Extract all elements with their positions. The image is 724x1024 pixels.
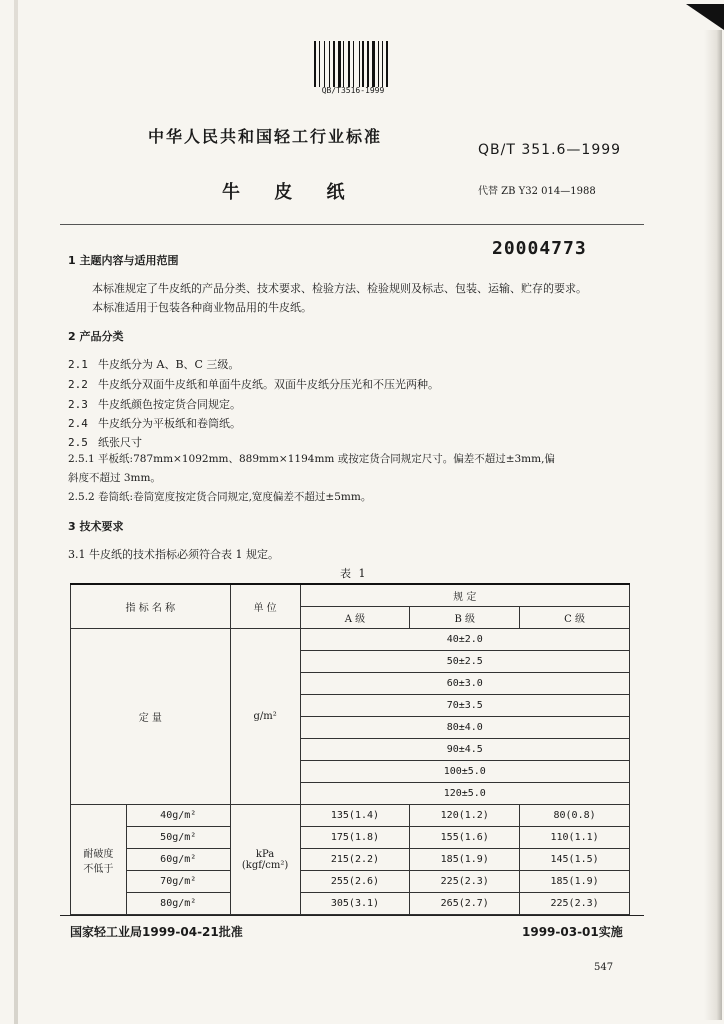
grammage-value: 50±2.5 — [300, 651, 629, 673]
header-grade-c: C 级 — [520, 607, 630, 629]
barcode-bar — [317, 41, 318, 87]
burst-basis: 50g/m² — [126, 827, 230, 849]
barcode-bar — [351, 41, 352, 87]
table-row — [71, 893, 630, 915]
handwritten-number: 20004773 — [492, 238, 587, 259]
header-spec: 规 定 — [300, 584, 629, 607]
table-row — [71, 629, 630, 651]
barcode-bar — [365, 41, 366, 87]
burst-unit-line-1: kPa — [255, 848, 275, 860]
grammage-value: 90±4.5 — [300, 739, 629, 761]
replaces-standard: 代替 ZB Y32 014—1988 — [478, 186, 596, 197]
grammage-unit: g/m² — [230, 629, 300, 805]
burst-grade-a: 215(2.2) — [300, 849, 410, 871]
barcode-bar — [342, 41, 343, 87]
header-divider — [60, 224, 644, 225]
burst-label-line-1: 耐破度 — [83, 848, 114, 860]
barcode-bar — [382, 41, 383, 87]
barcode-bar — [326, 41, 328, 87]
table-row — [71, 805, 630, 827]
burst-basis: 70g/m² — [126, 871, 230, 893]
burst-unit — [230, 805, 300, 915]
grammage-value: 40±2.0 — [300, 629, 629, 651]
clause-2-4: 2.4 牛皮纸分为平板纸和卷筒纸。 — [68, 417, 241, 430]
barcode-bar — [370, 41, 371, 87]
grammage-value: 60±3.0 — [300, 673, 629, 695]
clause-2-5-2: 2.5.2 卷筒纸:卷筒宽度按定货合同规定,宽度偏差不超过±5mm。 — [68, 491, 372, 503]
barcode-bar — [329, 41, 330, 87]
page-number: 547 — [594, 962, 614, 973]
barcode-text: QB/T3516-1999 — [321, 86, 385, 95]
burst-grade-b: 120(1.2) — [410, 805, 520, 827]
clause-2-1: 2.1 牛皮纸分为 A、B、C 三级。 — [68, 358, 240, 371]
table-row — [71, 827, 630, 849]
barcode-bar — [338, 41, 341, 87]
barcode-bar — [361, 41, 362, 87]
burst-grade-c: 185(1.9) — [520, 871, 630, 893]
burst-label — [71, 805, 127, 915]
burst-grade-a: 135(1.4) — [300, 805, 410, 827]
grammage-value: 100±5.0 — [300, 761, 629, 783]
burst-grade-a: 175(1.8) — [300, 827, 410, 849]
scan-edge-left — [14, 0, 18, 1024]
standard-number: QB/T 351.6—1999 — [478, 142, 622, 158]
barcode-bar — [343, 41, 344, 87]
table-caption: 表 1 — [340, 567, 368, 580]
barcode-bar — [376, 41, 377, 87]
burst-grade-c: 110(1.1) — [520, 827, 630, 849]
clause-2-5-1-line-2: 斜度不超过 3mm。 — [68, 472, 161, 484]
clause-2-5-1-line-1: 2.5.1 平板纸:787mm×1092mm、889mm×1194mm 或按定货合同规定尺寸。偏差不超过±3mm,偏 — [68, 453, 555, 465]
section-1-paragraph-2: 本标准适用于包装各种商业物品用的牛皮纸。 — [92, 301, 312, 314]
barcode — [314, 41, 388, 87]
burst-label-line-2: 不低于 — [83, 863, 114, 875]
barcode-bar — [331, 41, 332, 87]
table-row — [71, 849, 630, 871]
clause-2-5: 2.5 纸张尺寸 — [68, 436, 142, 449]
barcode-bar — [333, 41, 335, 87]
burst-basis: 60g/m² — [126, 849, 230, 871]
burst-grade-a: 305(3.1) — [300, 893, 410, 915]
barcode-bar — [314, 41, 316, 87]
header-grade-a: A 级 — [300, 607, 410, 629]
clause-2-3: 2.3 牛皮纸颜色按定货合同规定。 — [68, 398, 241, 411]
grammage-label: 定 量 — [71, 629, 231, 805]
burst-basis: 80g/m² — [126, 893, 230, 915]
section-3-heading: 3 技术要求 — [68, 520, 124, 533]
grammage-value: 70±3.5 — [300, 695, 629, 717]
spec-table — [70, 583, 630, 915]
header-indicator: 指 标 名 称 — [71, 584, 231, 629]
burst-grade-c: 80(0.8) — [520, 805, 630, 827]
burst-basis: 40g/m² — [126, 805, 230, 827]
burst-grade-b: 225(2.3) — [410, 871, 520, 893]
barcode-bar — [367, 41, 369, 87]
barcode-bar — [345, 41, 347, 87]
barcode-bar — [336, 41, 337, 87]
barcode-bar — [362, 41, 364, 87]
barcode-bar — [321, 41, 324, 87]
barcode-bar — [355, 41, 358, 87]
barcode-bar — [380, 41, 382, 87]
grammage-value: 80±4.0 — [300, 717, 629, 739]
burst-grade-c: 225(2.3) — [520, 893, 630, 915]
scan-edge-right — [704, 30, 722, 1020]
clause-3-1: 3.1 牛皮纸的技术指标必须符合表 1 规定。 — [68, 548, 279, 561]
effective-date: 1999-03-01实施 — [522, 925, 623, 939]
barcode-bar — [319, 41, 320, 87]
section-2-heading: 2 产品分类 — [68, 330, 124, 343]
section-1-heading: 1 主题内容与适用范围 — [68, 254, 179, 267]
header-unit: 单 位 — [230, 584, 300, 629]
clause-2-2: 2.2 牛皮纸分双面牛皮纸和单面牛皮纸。双面牛皮纸分压光和不压光两种。 — [68, 378, 439, 391]
barcode-bar — [324, 41, 325, 87]
document-title: 牛 皮 纸 — [222, 182, 359, 203]
barcode-bar — [359, 41, 360, 87]
footer-divider — [60, 915, 644, 916]
corner-fold-mark — [686, 4, 724, 30]
burst-unit-line-2: (kgf/cm²) — [241, 859, 289, 871]
barcode-bar — [348, 41, 350, 87]
approval-line: 国家轻工业局1999-04-21批准 — [70, 925, 243, 939]
barcode-bar — [386, 41, 388, 87]
burst-grade-a: 255(2.6) — [300, 871, 410, 893]
table-row — [71, 871, 630, 893]
table-header-row — [71, 584, 630, 607]
barcode-bar — [372, 41, 375, 87]
barcode-bar — [353, 41, 354, 87]
burst-grade-b: 265(2.7) — [410, 893, 520, 915]
grammage-value: 120±5.0 — [300, 783, 629, 805]
barcode-bar — [384, 41, 385, 87]
burst-grade-b: 185(1.9) — [410, 849, 520, 871]
issuing-organization: 中华人民共和国轻工行业标准 — [148, 127, 383, 146]
header-grade-b: B 级 — [410, 607, 520, 629]
barcode-bar — [378, 41, 379, 87]
burst-grade-c: 145(1.5) — [520, 849, 630, 871]
burst-grade-b: 155(1.6) — [410, 827, 520, 849]
section-1-paragraph-1: 本标准规定了牛皮纸的产品分类、技术要求、检验方法、检验规则及标志、包装、运输、贮存的要求。 — [92, 282, 587, 295]
